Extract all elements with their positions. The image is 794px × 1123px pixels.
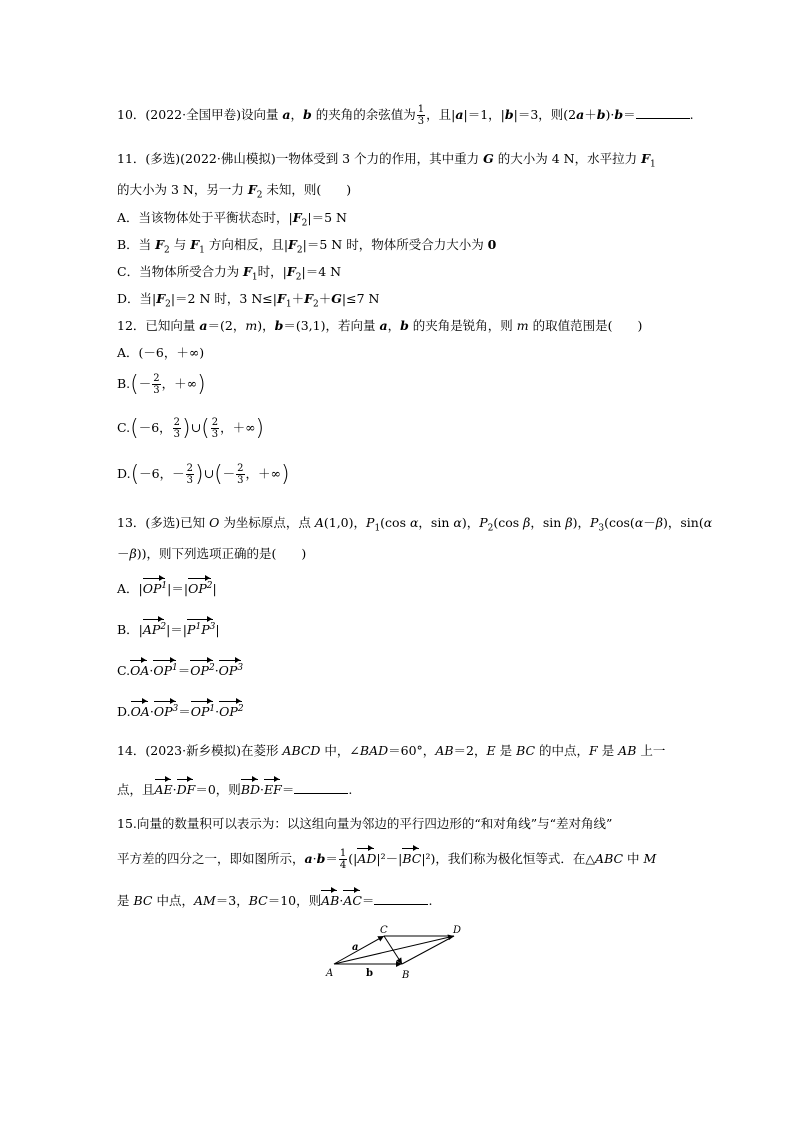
answer-blank[interactable] bbox=[636, 107, 690, 119]
q13-option-c: $C.OA\cdot OP^1=OP^2\cdot OP^3$ bbox=[117, 662, 244, 678]
label-b-point: B bbox=[402, 970, 410, 981]
q11-line2: 的大小为 3 N，另一力 $F_2$ 未知，则( ) bbox=[117, 182, 352, 201]
q11-option-c: C．当物体所受合力为 $F_1$时，$|F_2|=4$ N bbox=[117, 264, 342, 283]
q11-line1: 11．(多选)(2022·佛山模拟)一物体受到 3 个力的作用，其中重力 G 的大小为 4 N，水平拉力 $F_1$ bbox=[117, 151, 656, 170]
q13-option-b: B．$|AP^2|=|P^1P^3|$ bbox=[117, 621, 220, 637]
parallelogram-figure bbox=[320, 922, 480, 984]
q13-line1: 13．(多选)已知 O 为坐标原点，点 A(1,0)，$P_1(\cos$ α，sin α)，$P_2(\cos$ β，sin β)，$P_3(\cos(\alpha-\beta)$，sin(α bbox=[117, 515, 713, 534]
label-a-point: A bbox=[326, 968, 334, 979]
label-c-point: C bbox=[380, 925, 388, 936]
fraction: $\frac{1}{3}$ bbox=[417, 104, 425, 127]
q11-option-d: D．当$|F_2|=2$ N 时，3 $N\le|F_1+F_2+G|\le 7$ N bbox=[117, 291, 380, 310]
label-d-point: D bbox=[453, 925, 462, 936]
q14-line2: 点，且AE·DF＝0，则BD·EF＝ . bbox=[117, 782, 353, 797]
q10-line: 10．(2022·全国甲卷)设向量 a，b 的夹角的余弦值为 $\frac{1}{3}$ ，且|a|＝1，|b|＝3，则(2a＋b)·b＝ . bbox=[117, 104, 694, 127]
label-vector-a: a bbox=[352, 942, 359, 953]
q13-option-a: A．$|OP^1|=|OP^2|$ bbox=[117, 580, 217, 596]
q12-option-c: C.(－6， $\frac{2}{3}$ )∪( $\frac{2}{3}$ ，＋∞) bbox=[117, 416, 265, 441]
q15-line3: 是 BC 中点，AM＝3，BC＝10，则AB·AC＝ . bbox=[117, 893, 433, 908]
q15-line2: 平方差的四分之一，即如图所示，a·b＝ $\frac{1}{4}$ (|AD|²－|BC|²)，我们称为极化恒等式．在△ABC 中 M bbox=[117, 848, 657, 871]
q13-option-d: $D.OA\cdot OP^3=OP^1\cdot OP^2$ bbox=[117, 703, 244, 719]
answer-blank[interactable] bbox=[294, 782, 348, 794]
q15-line1: 15.向量的数量积可以表示为：以这组向量为邻边的平行四边形的“和对角线”与“差对角线” bbox=[117, 816, 613, 831]
vector-a bbox=[334, 936, 384, 964]
q11-option-a: A．当该物体处于平衡状态时，$|F_2|=5$ N bbox=[117, 210, 347, 229]
q12-option-a: A．(－6，＋∞) bbox=[117, 345, 205, 360]
answer-blank[interactable] bbox=[374, 893, 428, 905]
q14-line1: 14．(2023·新乡模拟)在菱形 ABCD 中，∠BAD＝60°，AB＝2，E 是 BC 的中点，F 是 AB 上一 bbox=[117, 743, 666, 758]
side-bd bbox=[402, 936, 454, 964]
q13-line2: －β))，则下列选项正确的是( ) bbox=[117, 546, 307, 561]
q11-option-b: B．当 $F_2$ 与 $F_1$ 方向相反，且$|F_2|=5$ N 时，物体所受合力大小为 0 bbox=[117, 237, 497, 256]
q12-option-d: D.(－6，－ $\frac{2}{3}$ )∪(－ $\frac{2}{3}$ ，＋∞) bbox=[117, 462, 290, 487]
diagonal-bc bbox=[384, 936, 402, 964]
label-vector-b: b bbox=[366, 968, 373, 979]
q12-stem: 12．已知向量 a＝(2，m)，b＝(3,1)，若向量 a，b 的夹角是锐角，则 m 的取值范围是( ) bbox=[117, 318, 643, 333]
q12-option-b: B.(－ $\frac{2}{3}$ ，＋∞) bbox=[117, 372, 206, 397]
